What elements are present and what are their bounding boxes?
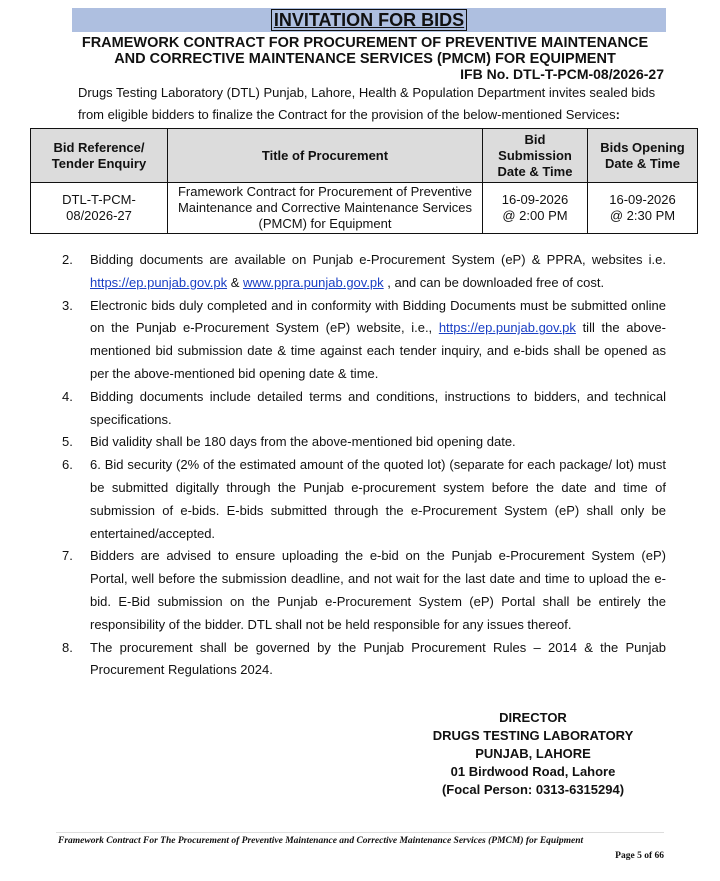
paragraph-5 xyxy=(62,431,666,454)
paragraph-6-number: 6. xyxy=(62,457,73,473)
intro-colon: : xyxy=(615,107,620,122)
intro-line-2 xyxy=(78,103,668,126)
table-header-row xyxy=(31,129,698,183)
paragraph-6 xyxy=(62,454,666,545)
header-title-of-procurement: Title of Procurement xyxy=(168,129,483,183)
paragraph-3 xyxy=(62,295,666,386)
document-title-wrap xyxy=(72,9,666,31)
header-ref-line-2: Tender Enquiry xyxy=(51,155,147,171)
ep-punjab-link-2[interactable]: https://ep.punjab.gov.pk xyxy=(438,320,576,336)
cell-ref-line-1: DTL-T-PCM- xyxy=(62,192,136,207)
ppra-link[interactable]: www.ppra.punjab.gov.pk xyxy=(242,274,384,290)
cell-ref-line-2: 08/2026-27 xyxy=(66,208,132,223)
cell-title-of-procurement xyxy=(168,183,483,234)
cell-title-line-3: (PMCM) for Equipment xyxy=(258,216,392,231)
cell-title-line-1: Framework Contract for Procurement of Preventive xyxy=(177,184,473,199)
signature-organization: DRUGS TESTING LABORATORY xyxy=(432,728,634,743)
paragraph-2-amp: & xyxy=(227,274,243,290)
signature-address: 01 Birdwood Road, Lahore xyxy=(450,764,616,779)
bids-table xyxy=(30,128,698,234)
document-title: INVITATION FOR BIDS xyxy=(271,9,467,31)
paragraph-8-number: 8. xyxy=(62,639,73,655)
page-of: of xyxy=(641,851,655,861)
paragraph-5-number: 5. xyxy=(62,434,73,450)
intro-line-1: Drugs Testing Laboratory (DTL) Punjab, Lahore, Health & Population Department invites sealed bids xyxy=(78,85,656,100)
paragraph-2 xyxy=(62,249,666,295)
paragraph-4 xyxy=(62,386,666,432)
paragraph-7-number: 7. xyxy=(62,548,73,564)
page-prefix: Page xyxy=(615,851,638,861)
cell-bids-opening xyxy=(588,183,698,234)
header-open-line-2: Date & Time xyxy=(605,155,680,171)
header-sub-line-1: Bid xyxy=(524,131,546,147)
header-open-line-1: Bids Opening xyxy=(600,139,685,155)
header-bid-reference xyxy=(31,129,168,183)
paragraph-3-text-b: till the above-mentioned bid submission date & time against each tender inquiry, and e-bids shall be opened as per the above-mentioned bid opening date & time. xyxy=(90,320,666,381)
paragraph-6-text: 6. Bid security (2% of the estimated amount of the quoted lot) (separate for each package/ lot) must be submitted digitally through the Punjab e-procurement system before the date and time of submission of e-bids. E-bids submitted through the e-Procurement System (eP) shall only be entertained/accepted. xyxy=(90,457,666,541)
paragraph-4-number: 4. xyxy=(62,388,73,404)
signature-block xyxy=(400,709,666,799)
cell-title-line-2: Maintenance and Corrective Maintenance Services xyxy=(177,200,473,215)
cell-bid-submission xyxy=(483,183,588,234)
cell-sub-time: @ 2:00 PM xyxy=(502,208,568,223)
paragraph-3-text-a: Electronic bids duly completed and in conformity with Bidding Documents must be submitted online on the Punjab e-Procurement System (eP) website, i.e., xyxy=(90,297,666,336)
numbered-paragraphs xyxy=(62,249,666,682)
paragraph-3-number: 3. xyxy=(62,297,73,313)
cell-open-time: @ 2:30 PM xyxy=(609,208,676,223)
footer-text: Framework Contract For The Procurement of Preventive Maintenance and Corrective Maintenance Services (PMCM) for Equipment xyxy=(58,836,584,846)
intro-line-2-text: from eligible bidders to finalize the Contract for the provision of the below-mentioned Services xyxy=(78,107,616,122)
subtitle-line-2: AND CORRECTIVE MAINTENANCE SERVICES (PMCM) FOR EQUIPMENT xyxy=(114,51,616,67)
paragraph-7-text: Bidders are advised to ensure uploading the e-bid on the Punjab e-Procurement System (eP) Portal, well before the submission deadline, and not wait for the last date and time to upload the e-bid. E-Bid submission on the Punjab e-Procurement System (eP) Portal shall be entirely the responsibility of the bidder. DTL shall not be held responsible for any issues thereof. xyxy=(90,548,666,632)
paragraph-2-text xyxy=(90,249,666,295)
paragraph-7 xyxy=(62,545,666,636)
paragraph-2-text-b: , and can be downloaded free of cost. xyxy=(383,274,605,290)
title-banner xyxy=(72,8,666,32)
page-number xyxy=(615,851,664,861)
paragraph-3-text xyxy=(90,295,666,386)
paragraph-2-number: 2. xyxy=(62,252,73,267)
signature-focal-person: (Focal Person: 0313-6315294) xyxy=(441,782,625,797)
page-current: 5 xyxy=(637,851,642,861)
ep-punjab-link[interactable]: https://ep.punjab.gov.pk xyxy=(90,274,228,290)
header-bids-opening xyxy=(588,129,698,183)
paragraph-5-text: Bid validity shall be 180 days from the above-mentioned bid opening date. xyxy=(90,434,516,450)
footer-divider xyxy=(56,832,664,833)
signature-location: PUNJAB, LAHORE xyxy=(475,746,591,761)
header-ref-line-1: Bid Reference/ xyxy=(53,139,145,155)
table-row xyxy=(31,183,698,234)
cell-sub-date: 16-09-2026 xyxy=(501,192,569,207)
paragraph-8 xyxy=(62,637,666,683)
subtitle-line-1: FRAMEWORK CONTRACT FOR PROCUREMENT OF PREVENTIVE MAINTENANCE xyxy=(81,35,649,51)
paragraph-4-text: Bidding documents include detailed terms and conditions, instructions to bidders, and technical specifications. xyxy=(90,388,666,427)
cell-open-date: 16-09-2026 xyxy=(609,192,676,207)
header-sub-line-3: Date & Time xyxy=(497,163,573,179)
paragraph-8-text: The procurement shall be governed by the Punjab Procurement Rules – 2014 & the Punjab Procurement Regulations 2024. xyxy=(90,639,666,678)
page-total: 66 xyxy=(654,851,664,861)
paragraph-2-text-a: Bidding documents are available on Punjab e-Procurement System (eP) & PPRA, websites i.e. xyxy=(90,252,666,267)
cell-bid-reference xyxy=(31,183,168,234)
ifb-number: IFB No. DTL-T-PCM-08/2026-27 xyxy=(460,66,664,82)
header-bid-submission xyxy=(483,129,588,183)
header-sub-line-2: Submission xyxy=(498,147,572,163)
signature-title: DIRECTOR xyxy=(499,710,567,725)
